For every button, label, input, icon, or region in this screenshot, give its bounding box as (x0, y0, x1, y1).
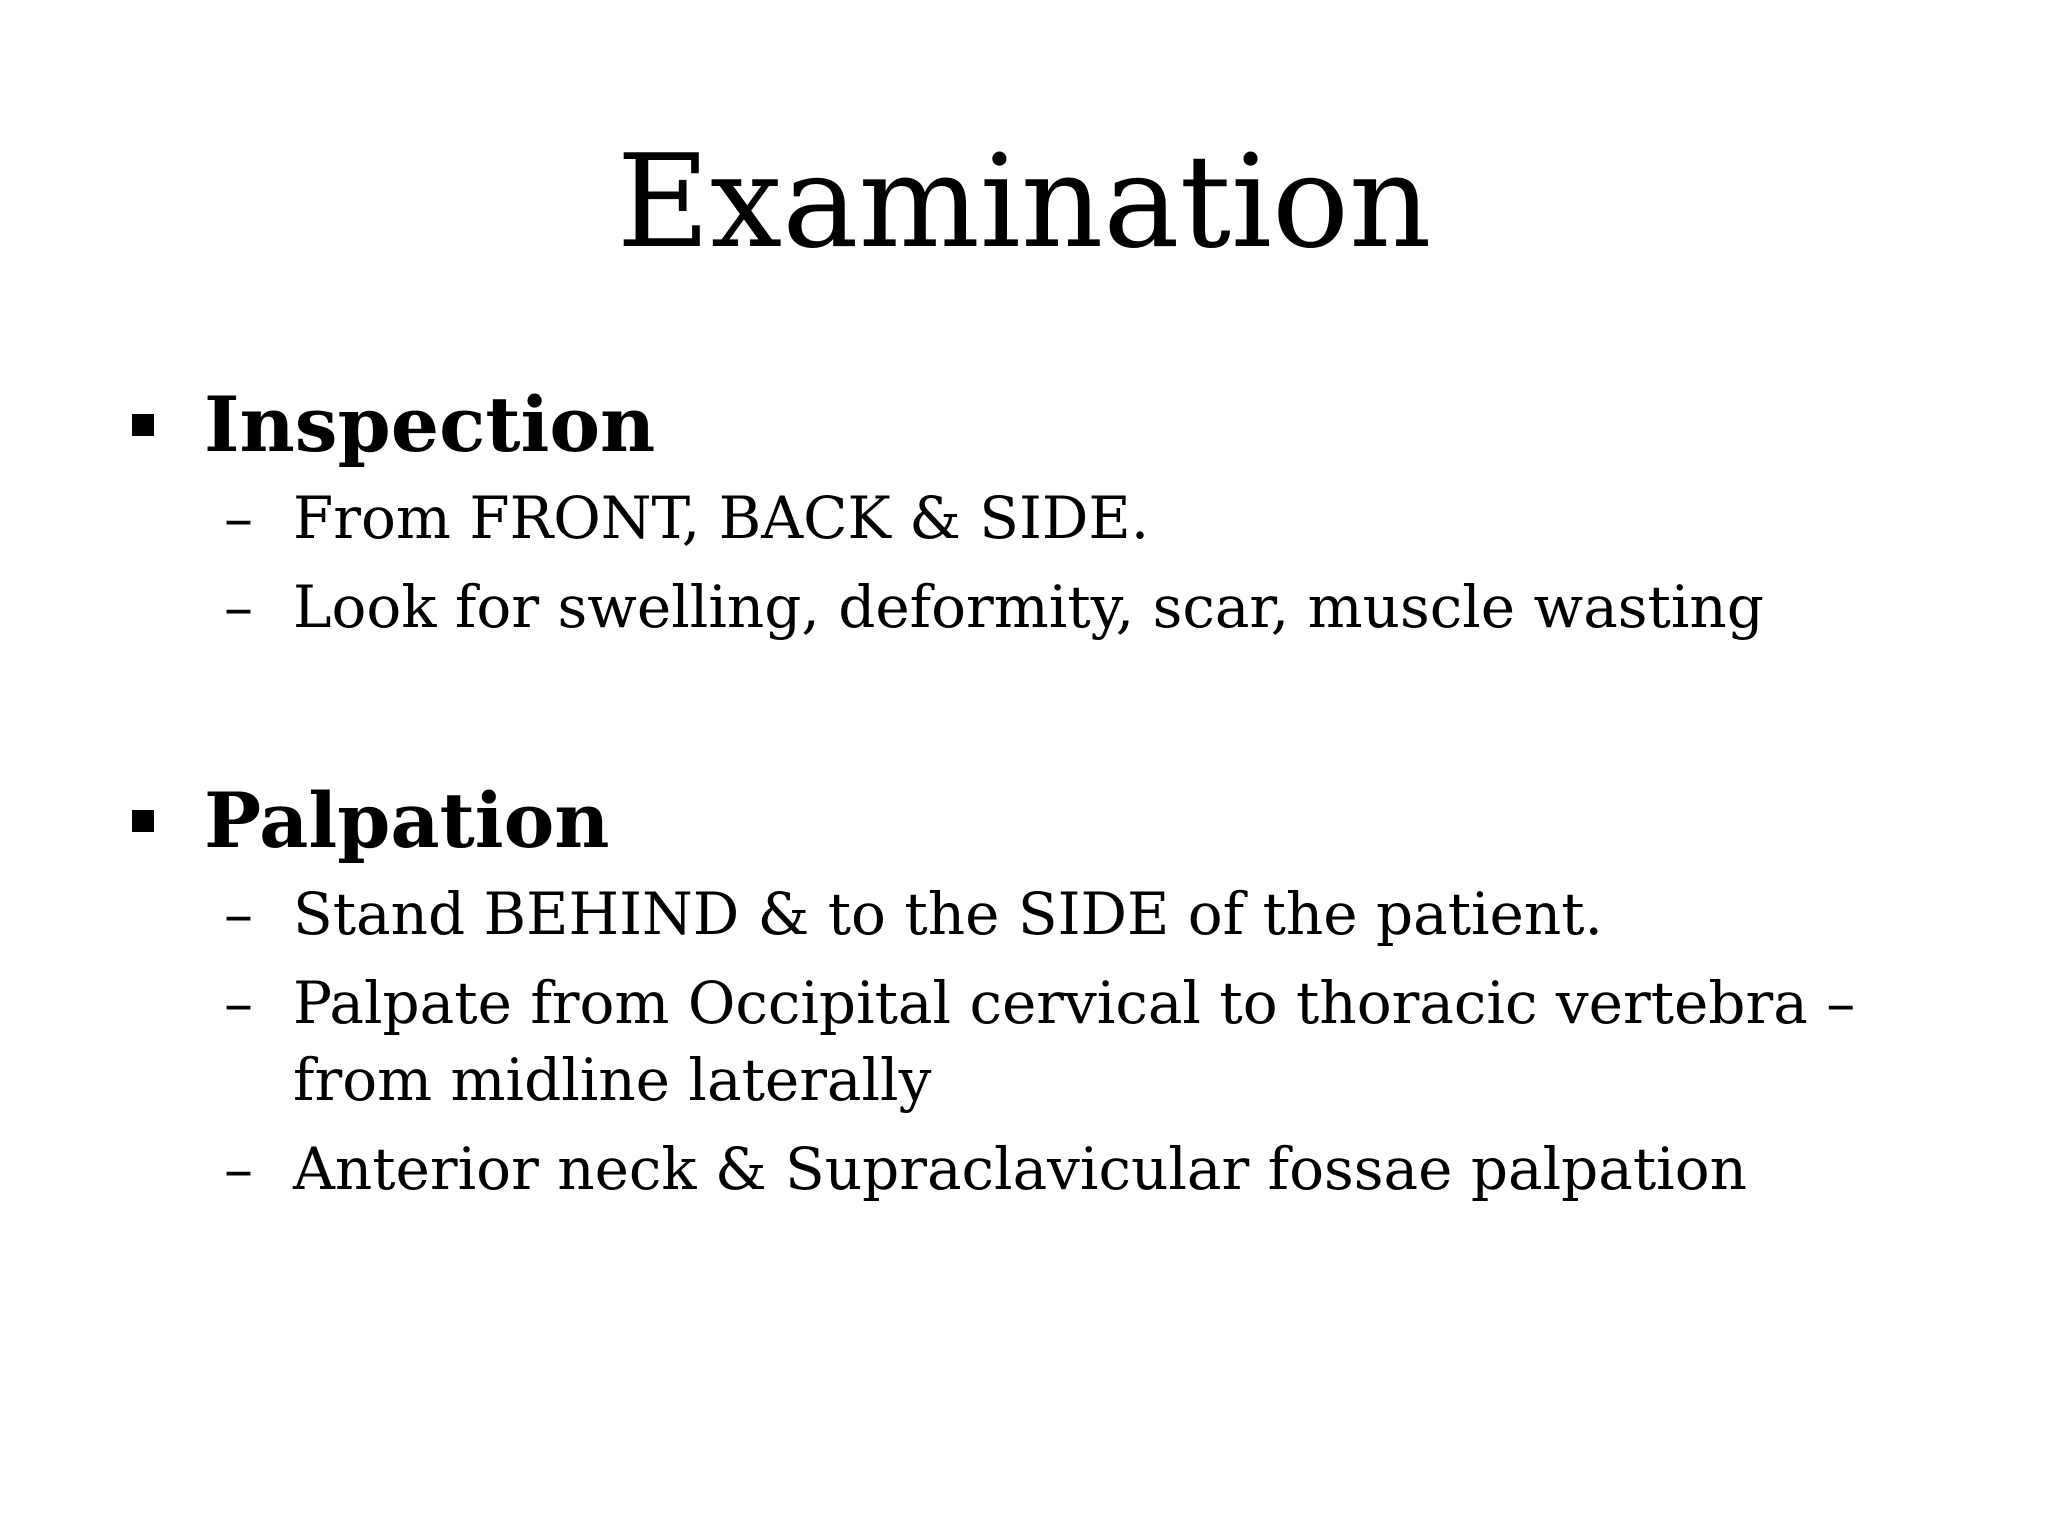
section-heading-text: Inspection (204, 380, 656, 469)
section-heading (128, 380, 1928, 470)
list-item-text: Look for swelling, deformity, scar, muscle wasting (293, 573, 1764, 641)
list-item (128, 569, 1928, 646)
list-item-text: Stand BEHIND & to the SIDE of the patient. (293, 880, 1603, 948)
list-item (128, 480, 1928, 557)
list-item-text: Palpate from Occipital cervical to thoracic vertebra – from midline laterally (293, 969, 1856, 1114)
list-item (128, 1131, 1928, 1208)
section-inspection (128, 380, 1928, 646)
list-item (128, 876, 1928, 953)
list-item-text: From FRONT, BACK & SIDE. (293, 484, 1150, 552)
section-heading-text: Palpation (204, 776, 610, 865)
bullet-list (128, 876, 1928, 1208)
section-heading (128, 776, 1928, 866)
list-item (128, 965, 1928, 1119)
square-bullet-icon (132, 810, 154, 832)
dash-bullet-icon: – (224, 573, 253, 641)
section-palpation (128, 776, 1928, 1208)
dash-bullet-icon: – (224, 969, 253, 1037)
dash-bullet-icon: – (224, 880, 253, 948)
bullet-list (128, 480, 1928, 646)
dash-bullet-icon: – (224, 1135, 253, 1203)
slide-title: Examination (616, 128, 1432, 277)
list-item-text: Anterior neck & Supraclavicular fossae palpation (293, 1135, 1747, 1203)
dash-bullet-icon: – (224, 484, 253, 552)
square-bullet-icon (132, 414, 154, 436)
